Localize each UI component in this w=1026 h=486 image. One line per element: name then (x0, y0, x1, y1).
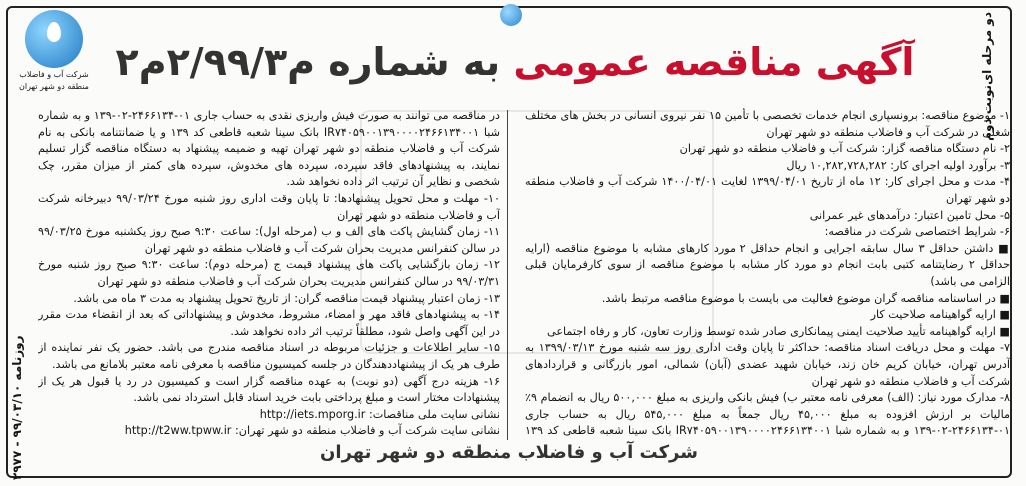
right-line: ۸- مدارک مورد نیاز: (الف) معرفی نامه معتبر ب) فیش بانکی واریزی به مبلغ ۵۰۰,۰۰۰ ریال به انضمام ۹٪ مالیات بر ارزش افزوده به مبلغ ۴۵,۰۰۰ ریال جمعاً به مبلغ ۵۴۵,۰۰۰ ریال به حساب جاری ۰۱-۲۴۶۶۱۳۴-۰۲-۱۳۹ و به شماره شبا IR۷۴۰۵۹۰۰۱۳۹۰۰۰۰۲۴۶۶۱۳۴۰۰۱ بانک سینا شعبه قاطعی کد ۱۳۹ (525, 391, 1010, 438)
column-divider (507, 110, 508, 440)
water-drop-logo-icon (25, 10, 83, 68)
ad-title (90, 40, 940, 84)
logo-org-line-1: شرکت آب و فاضلاب (19, 70, 89, 79)
ad-header (90, 10, 940, 106)
left-line: ۱۰- مهلت و محل تحویل پیشنهادها: تا پایان وقت اداری روز شنبه مورخ ۹۹/۰۳/۲۴ دبیرخانه شرکت آب و فاضلاب منطقه دو شهر تهران (38, 191, 500, 222)
stage-label (980, 12, 1016, 141)
website-link-iets[interactable]: نشانی سایت ملی مناقصات: http://iets.mporg.ir (259, 407, 500, 421)
left-line: ۱۴- به پیشنهادهای فاقد مهر و امضاء، مشروط، مخدوش و پیشنهاداتی که بعد از انقضاء مدت مقرر در این آگهی واصل شود، مطلقاً ترتیب اثر داده نخواهد شد. (38, 308, 500, 338)
newspaper-side-label: روزنامه ۹۹/۰۳/۱۰ - ۲۹۷۷ (10, 335, 24, 480)
right-line: ۴- مدت و محل اجرای کار: ۱۲ ماه از تاریخ ۱۳۹۹/۰۴/۰۱ لغایت ۱۴۰۰/۰۴/۰۱ شرکت آب و فاضلاب منطقه دو شهر تهران (525, 175, 1010, 205)
ad-title-main: آگهی مناقصه عمومی (513, 40, 915, 84)
stage-bottom: نوبت دوم (980, 84, 994, 141)
right-line: ۱- موضوع مناقصه: برونسپاری انجام خدمات تخصصی با تأمین ۱۵ نفر نیروی انسانی در بخش های مختلف شغلی در شرکت آب و فاضلاب منطقه دو شهر تهران (525, 109, 1010, 139)
right-line: ■ داشتن حداقل ۳ سال سابقه اجرایی و انجام حداقل ۲ مورد کارهای مشابه با موضوع مناقصه (ارایه حداقل ۲ رضایتنامه کتبی بابت انجام دو مورد کار مشابه با موضوع مناقصه از سوی کارفرمایان قبلی الزامی می باشد) (525, 241, 1010, 288)
right-line: ۷- مهلت و محل دریافت اسناد مناقصه: حداکثر تا پایان وقت اداری روز سه شنبه مورخ ۱۳۹۹/۰۳/۱۳ به آدرس تهران، خیابان کریم خان زند، خیابان شهید عضدی (آبان) شمالی، امور بازرگانی و قراردادهای شرکت آب و فاضلاب منطقه دو شهر تهران (525, 341, 1010, 388)
left-line: ۱۳- زمان اعتبار پیشنهاد قیمت مناقصه گران: از تاریخ تحویل پیشنهاد به مدت ۳ ماه می باشد. (73, 291, 500, 305)
right-line: ■ ارایه گواهینامه تأیید صلاحیت ایمنی پیمانکاری صادر شده توسط وزارت تعاون، کار و رفاه اجتماعی (547, 324, 1010, 338)
left-line: ۱۱- زمان گشایش پاکت های الف و ب (مرحله اول): ساعت ۹:۳۰ صبح روز یکشنبه مورخ ۹۹/۰۳/۲۵ در سالن کنفرانس مدیریت بحران شرکت آب و فاضلاب منطقه دو شهر تهران (38, 225, 500, 255)
right-column (525, 108, 1010, 438)
left-line: ۱۶- هزینه درج آگهی (دو نوبت) به عهده مناقصه گزار است و کمیسیون در رد یا قبول هر یک از پیشنهادات مختار است و مبلغ پرداختی بابت خرید اسناد قابل استرداد نمی باشد. (38, 374, 500, 405)
right-line: ■ در اساسنامه مناقصه گران موضوع فعالیت می بایست با موضوع مناقصه مرتبط باشد. (601, 291, 1010, 305)
right-line: ۲- نام دستگاه مناقصه گزار: شرکت آب و فاضلاب منطقه دو شهر تهران (679, 142, 1010, 156)
ad-title-number: به شماره م۲/۹۹/۳م۲ (115, 40, 501, 84)
website-link-t2ww[interactable]: نشانی سایت شرکت آب و فاضلاب منطقه دو شهر تهران: http://t2ww.tpww.ir (124, 424, 500, 438)
left-line: ۱۵- سایر اطلاعات و جزئیات مربوطه در اسناد مناقصه مندرج می باشد. حضور یک نفر نماینده از طرف هر یک از پیشنهاددهندگان در جلسه کمیسیون مناقصه با معرفی نامه معتبر بلامانع می باشد. (38, 341, 500, 371)
left-line: ۱۲- زمان بازگشایی پاکت های پیشنهاد قیمت ج (مرحله دوم): ساعت ۹:۳۰ صبح روز شنبه مورخ ۹۹/۰۳/۳۱ در سالن کنفرانس مدیریت بحران شرکت آب و فاضلاب منطقه دو شهر تهران (38, 258, 500, 288)
right-line: ۳- برآورد اولیه اجرای کار: ۱۰,۲۸۲,۷۲۸,۲۸۲ ریال (786, 158, 1010, 172)
left-column (38, 108, 500, 438)
stage-top: دو مرحله ای (980, 12, 994, 85)
right-line: ۵- محل تامین اعتبار: درآمدهای غیر عمرانی (809, 208, 1010, 222)
company-logo (14, 10, 94, 106)
right-line: ■ ارایه گواهینامه صلاحیت کار (870, 308, 1010, 322)
left-line: در مناقصه می توانند به صورت فیش واریزی نقدی به حساب جاری ۰۱-۲۴۶۶۱۳۴-۰۲-۱۳۹ و به شماره شبا IR۷۴۰۵۹۰۰۱۳۹۰۰۰۰۲۴۶۶۱۳۴۰۰۱ بانک سینا شعبه قاطعی کد ۱۳۹ و یا ضمانتنامه بانکی به نام شرکت آب و فاضلاب منطقه دو شهر تهران تهیه و ضمیمه پیشنهاد به دستگاه مناقصه گزار تسلیم نمایند، به پیشنهادهای فاقد سپرده، سپرده های مخدوش، سپرده های کمتر از میزان مقرر، چک شخصی و نظایر آن ترتیب اثر داده نخواهد شد. (38, 109, 500, 189)
right-line: ۶- شرایط اختصاصی شرکت در مناقصه: (824, 225, 1010, 239)
ad-footer: شرکت آب و فاضلاب منطقه دو شهر تهران (320, 442, 698, 463)
logo-org-line-2: منطقه دو شهر تهران (19, 82, 89, 91)
